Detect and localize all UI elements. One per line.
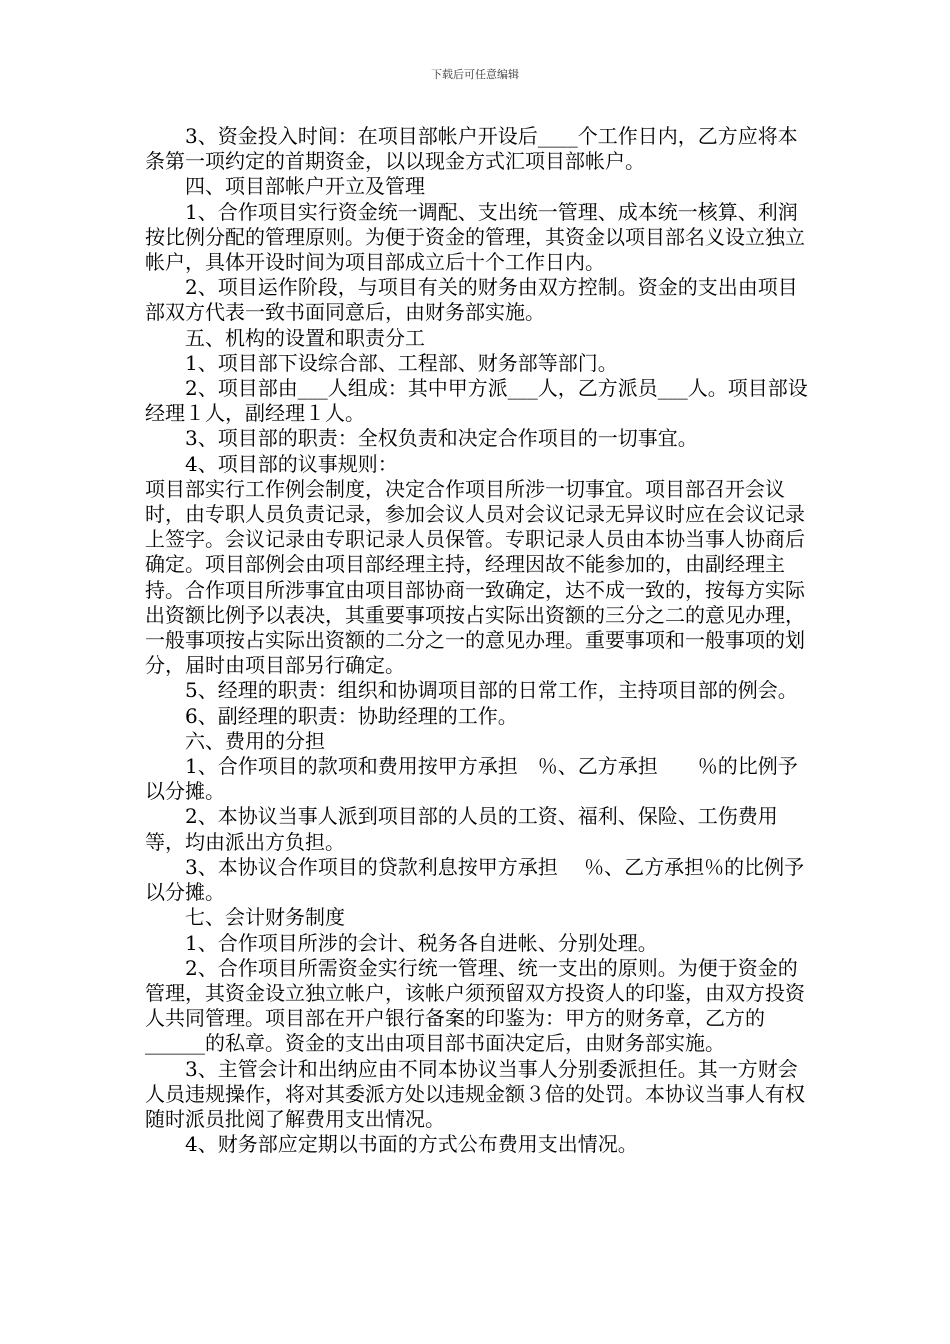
document-body (145, 124, 815, 1157)
section-heading: 五、机构的设置和职责分工 (185, 325, 425, 350)
paragraph: 1、项目部下设综合部、工程部、财务部等部门。 (185, 350, 618, 375)
paragraph: 3、本协议合作项目的贷款利息按甲方承担 ％、乙方承担％的比例予以分摊。 (145, 854, 805, 905)
section-heading: 六、费用的分担 (185, 728, 325, 753)
paragraph: 1、合作项目实行资金统一调配、支出统一管理、成本统一核算、利润按比例分配的管理原则。为便于资金的管理，其资金以项目部名义设立独立帐户，具体开设时间为项目部成立后十个工作日内。 (145, 199, 805, 275)
paragraph: 4、财务部应定期以书面的方式公布费用支出情况。 (185, 1132, 638, 1157)
paragraph: 2、合作项目所需资金实行统一管理、统一支出的原则。为便于资金的管理，其资金设立独立帐户，该帐户须预留双方投资人的印鉴，由双方投资人共同管理。项目部在开户银行备案的印鉴为：甲方的财务章，乙方的______的私章。资金的支出由项目部书面决定后，由财务部实施。 (145, 955, 805, 1056)
paragraph: 5、经理的职责：组织和协调项目部的日常工作，主持项目部的例会。 (185, 678, 798, 703)
section-heading: 四、项目部帐户开立及管理 (185, 174, 425, 199)
paragraph: 2、本协议当事人派到项目部的人员的工资、福利、保险、工伤费用等，均由派出方负担。 (145, 804, 778, 854)
section-heading: 七、会计财务制度 (185, 905, 345, 930)
paragraph: 3、主管会计和出纳应由不同本协议当事人分别委派担任。其一方财会人员违规操作，将对其委派方处以违规金额３倍的处罚。本协议当事人有权随时派员批阅了解费用支出情况。 (145, 1056, 805, 1131)
paragraph: 3、资金投入时间：在项目部帐户开设后____个工作日内，乙方应将本条第一项约定的首期资金，以以现金方式汇项目部帐户。 (145, 124, 798, 174)
paragraph: 2、项目部由___人组成：其中甲方派___人，乙方派员___人。项目部设经理１人，副经理１人。 (145, 376, 808, 426)
paragraph: 2、项目运作阶段，与项目有关的财务由双方控制。资金的支出由项目部双方代表一致书面同意后，由财务部实施。 (145, 275, 798, 325)
paragraph: 1、合作项目所涉的会计、税务各自进帐、分别处理。 (185, 930, 658, 955)
page-header: 下载后可任意编辑 (431, 68, 519, 81)
paragraph: 3、项目部的职责：全权负责和决定合作项目的一切事宜。 (185, 426, 698, 451)
paragraph: 项目部实行工作例会制度，决定合作项目所涉一切事宜。项目部召开会议时，由专职人员负责记录，参加会议人员对会议记录无异议时应在会议记录上签字。会议记录由专职记录人员保管。专职记录人员由本协当事人协商后确定。项目部例会由项目部经理主持，经理因故不能参加的，由副经理主持。合作项目所涉事宜由项目部协商一致确定，达不成一致的，按每方实际出资额比例予以表决，其重要事项按占实际出资额的三分之二的意见办理，一般事项按占实际出资额的二分之一的意见办理。重要事项和一般事项的划分，届时由项目部另行确定。 (145, 476, 805, 678)
paragraph: 1、合作项目的款项和费用按甲方承担 ％、乙方承担 ％的比例予以分摊。 (145, 754, 798, 804)
paragraph: 4、项目部的议事规则： (185, 451, 398, 476)
paragraph: 6、副经理的职责：协助经理的工作。 (185, 703, 518, 728)
